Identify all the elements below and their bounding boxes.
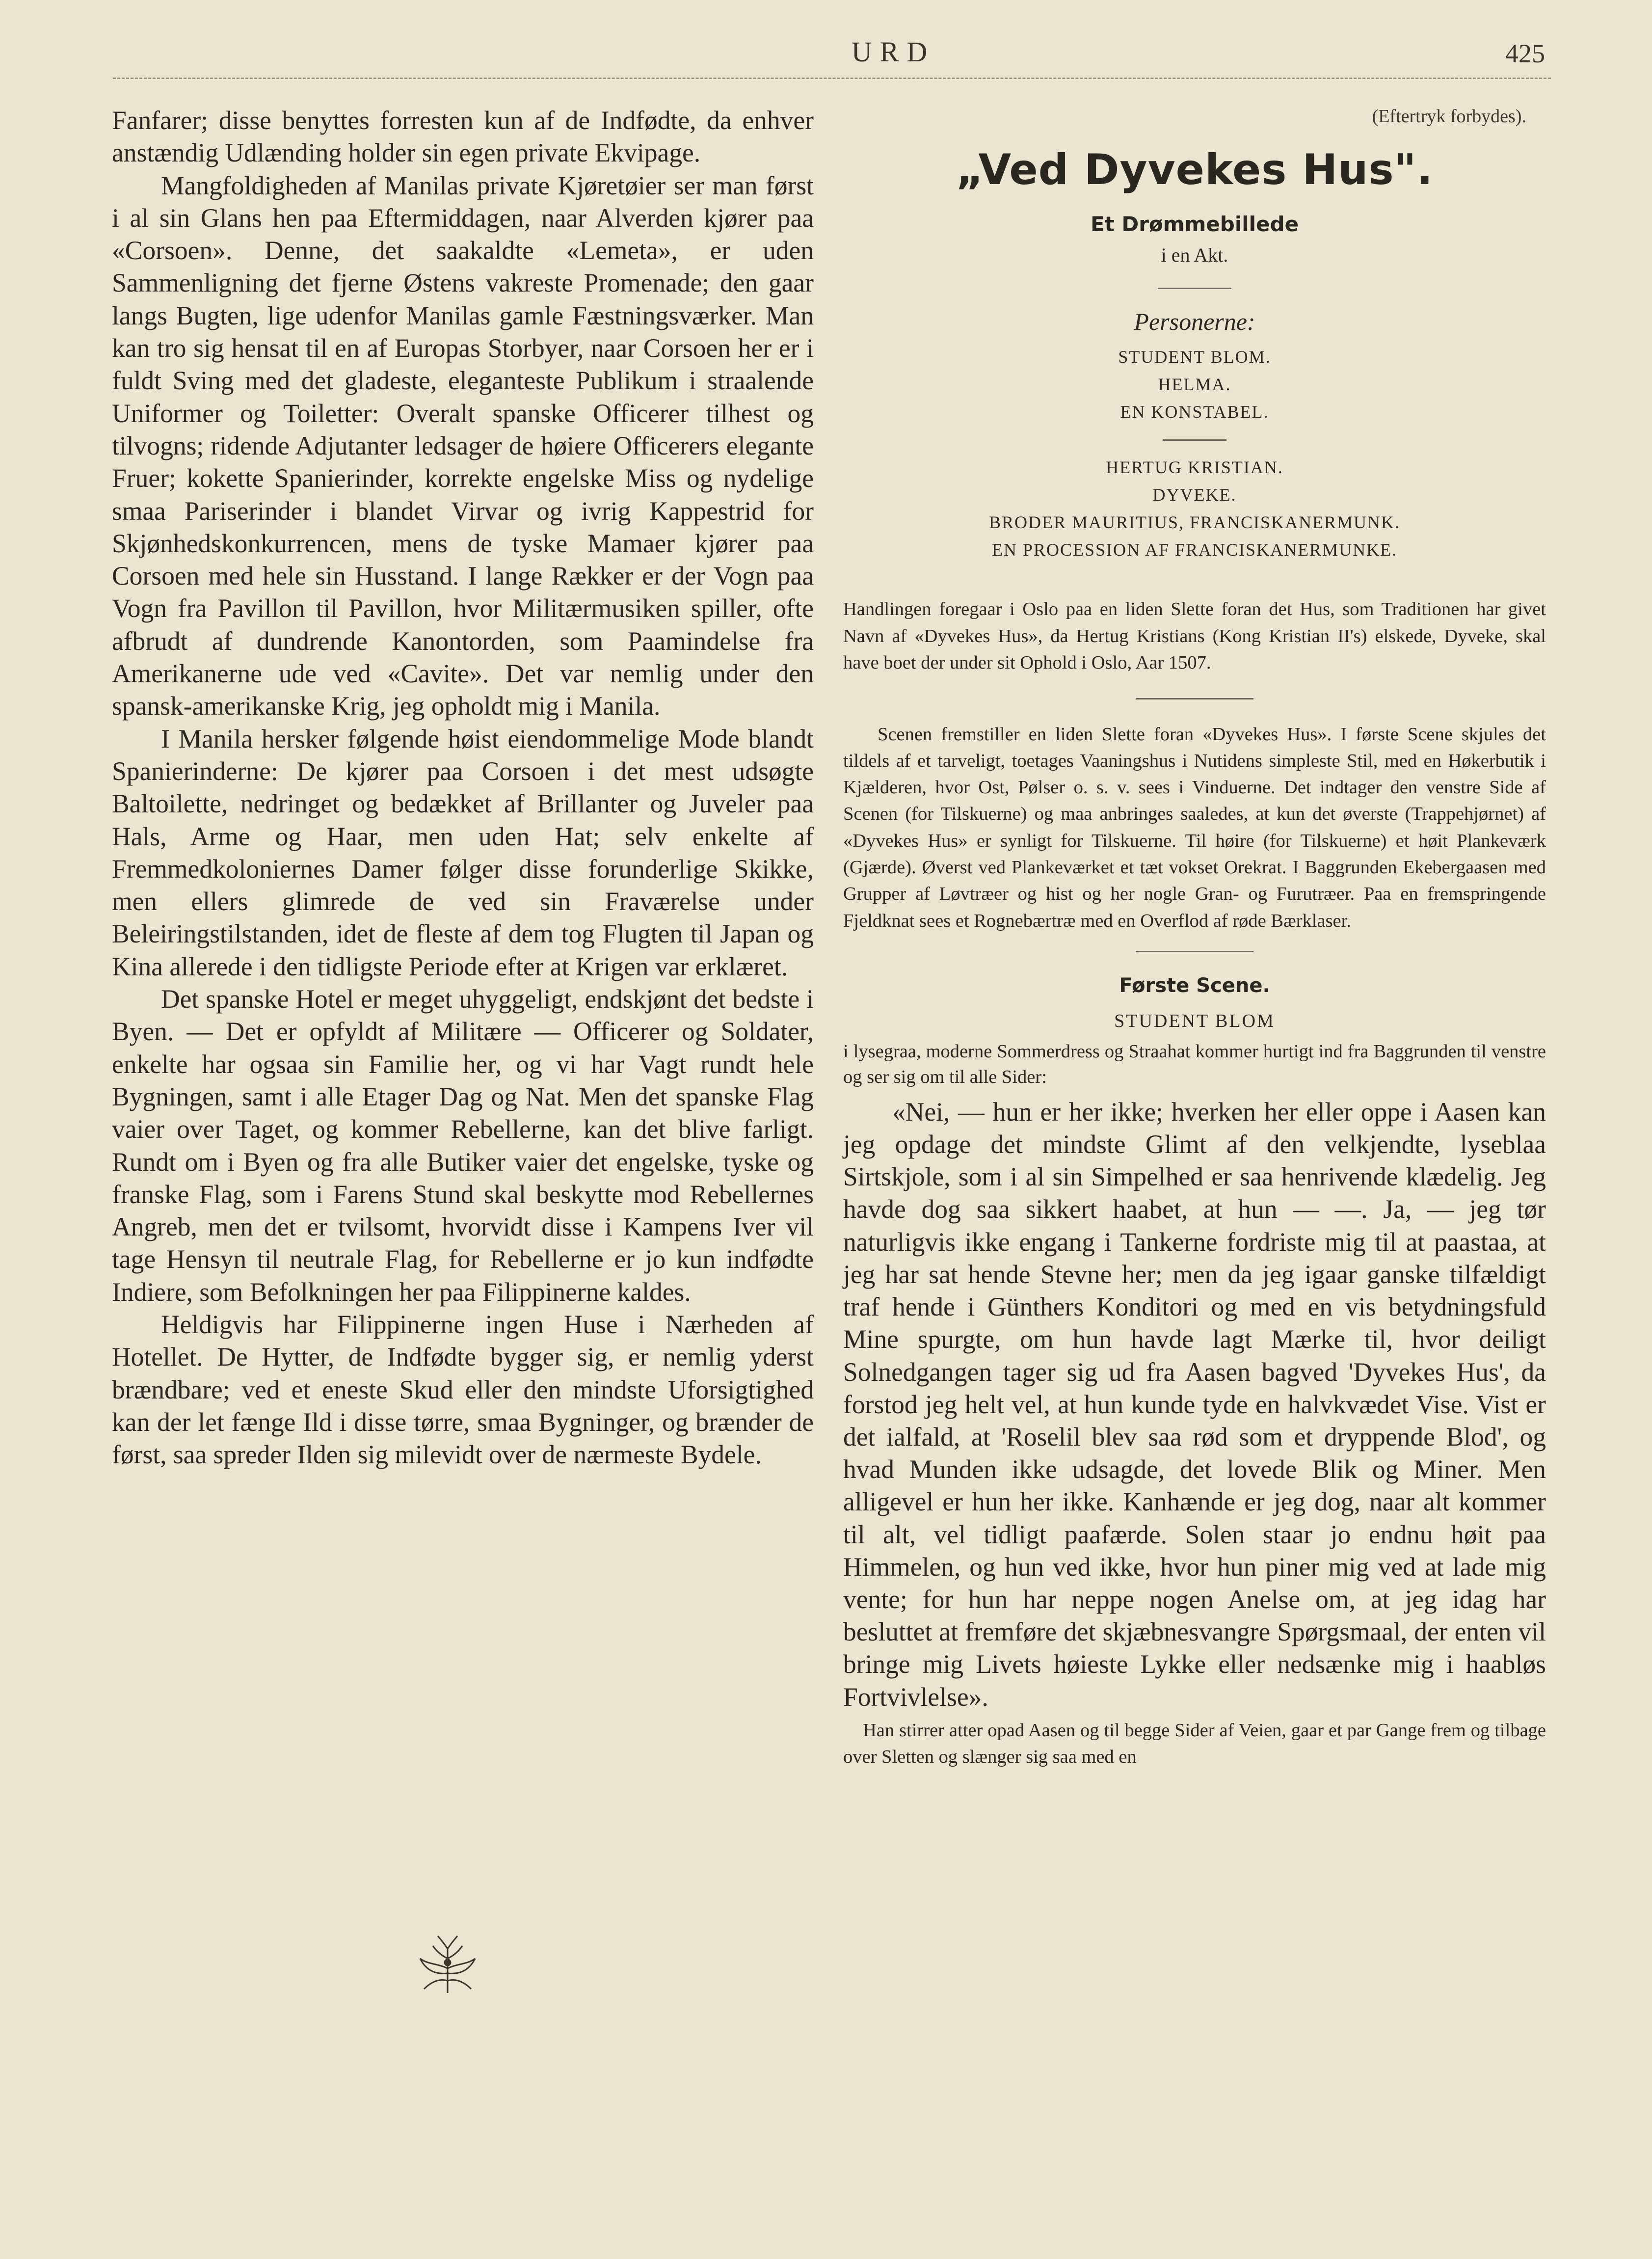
scene-heading: Første Scene. bbox=[1119, 974, 1270, 997]
running-title: URD bbox=[851, 36, 935, 68]
floral-ornament-icon bbox=[413, 1934, 482, 1998]
persona: EN PROCESSION AF FRANCISKANERMUNKE. bbox=[991, 540, 1398, 560]
paragraph: Heldigvis har Filippinerne ingen Huse i Nærheden af Hotellet. De Hytter, de Indfødte bygger sig, er nemlig yderst brændbare; ved et eneste Skud eller den mindste Uforsigtighed kan der let fænge Ild i disse tørre, smaa Bygninger, og brænder de først, saa spreder Ilden sig milevidt over de nærmeste Bydele. bbox=[112, 1309, 814, 1470]
play-subtitle-act: i en Akt. bbox=[1161, 244, 1228, 266]
page-header bbox=[98, 29, 1551, 83]
section-rule bbox=[1136, 698, 1253, 699]
persona: DYVEKE. bbox=[1152, 485, 1237, 505]
section-rule bbox=[1158, 288, 1231, 289]
reprint-notice: (Eftertryk forbydes). bbox=[1372, 106, 1526, 127]
persona: EN KONSTABEL. bbox=[1120, 402, 1269, 422]
persona: HERTUG KRISTIAN. bbox=[1106, 457, 1283, 477]
persona: STUDENT BLOM. bbox=[1118, 347, 1271, 367]
page-number: 425 bbox=[1505, 39, 1545, 68]
stage-direction: i lysegraa, moderne Sommerdress og Straahat kommer hurtigt ind fra Baggrunden til venstre og ser sig om til alle Sider: bbox=[843, 1041, 1546, 1087]
play-title: „Ved Dyvekes Hus". bbox=[956, 145, 1434, 194]
left-column bbox=[112, 104, 814, 1471]
section-rule bbox=[1136, 951, 1253, 952]
dialogue-speech: «Nei, — hun er her ikke; hverken her eller oppe i Aasen kan jeg opdage det mindste Glimt af den velkjendte, lyseblaa Sirtskjole, som i al sin Simpelhed er saa henrivende klædelig. Jeg havde dog saa sikkert haabet, at hun — —. Ja, — jeg tør naturligvis ikke engang i Tankerne fordriste mig til at paastaa, at jeg har sat hende Stevne her; men da jeg igaar ganske tilfældigt traf hende i Günthers Konditori og med en vis betydningsfuld Mine spurgte, om hun havde lagt Mærke til, hvor deiligt Solnedgangen tager sig ud fra Aasen bagved 'Dyvekes Hus', da forstod jeg helt vel, at hun kunde tyde en halvkvædet Vise. Vist er det ialfald, at 'Roselil blev saa rød som et dryppende Blod', og hvad Munden ikke udsagde, det lovede Blik og Miner. Men alligevel er hun her ikke. Kanhænde er jeg dog, naar alt kommer til alt, vel tidligt paafærde. Solen staar jo endnu høit paa Himmelen, og hun ved ikke, hvor hun piner mig ved at lade mig vente; for hun har neppe nogen Anelse om, at jeg idag har besluttet at fremføre det skjæbnesvangre Spørgsmaal, der enten vil bringe mig Livets høieste Lykke eller nedsænke mig i haabløs Fortvivlelse». bbox=[843, 1097, 1546, 1712]
right-column bbox=[843, 104, 1546, 1770]
header-rule bbox=[113, 78, 1551, 79]
play-subtitle: Et Drømmebillede bbox=[1090, 212, 1299, 236]
paragraph: Fanfarer; disse benyttes forresten kun af de Indfødte, da enhver anstændig Udlænding holder sin egen private Ekvipage. bbox=[112, 106, 814, 168]
personae-rule bbox=[1163, 439, 1226, 441]
stage-direction: Han stirrer atter opad Aasen og til begge Sider af Veien, gaar et par Gange frem og tilbage over Sletten og slænger sig saa med en bbox=[843, 1720, 1546, 1767]
personae-heading: Personerne: bbox=[1134, 308, 1255, 335]
paragraph: Mangfoldigheden af Manilas private Kjøretøier ser man først i al sin Glans hen paa Eftermiddagen, naar Alverden kjører paa «Corsoen». Denne, det saakaldte «Lemeta», er uden Sammenligning det fjerne Østens vakreste Promenade; den gaar langs Bugten, lige udenfor Manilas gamle Fæstningsværker. Man kan tro sig hensat til en af Europas Storbyer, naar Corsoen her er i fuldt Sving med det gladeste, eleganteste Publikum i straalende Uniformer og Toiletter: Overalt spanske Officerer tilhest og tilvogns; ridende Adjutanter ledsager de høiere Officerers elegante Fruer; kokette Spanierinder, korrekte engelske Miss og nydelige smaa Pariserinder i blandet Virvar og ivrig Kappestrid for Skjønhedskonkurrencen, mens de tyske Mamaer kjører paa Corsoen med hele sin Husstand. I lange Rækker er der Vogn paa Vogn fra Pavillon til Pavillon, hvor Militærmusiken spiller, ofte afbrudt af dundrende Kanontorden, som Paamindelse fra Amerikanerne ude ved «Cavite». Det var nemlig under den spansk-amerikanske Krig, jeg opholdt mig i Manila. bbox=[112, 170, 814, 721]
setting-note: Handlingen foregaar i Oslo paa en liden Slette foran det Hus, som Traditionen har givet Navn af «Dyvekes Hus», da Hertug Kristians (Kong Kristian II's) elskede, Dyveke, skal have boet der under sit Ophold i Oslo, Aar 1507. bbox=[843, 599, 1546, 673]
scenery-description: Scenen fremstiller en liden Slette foran «Dyvekes Hus». I første Scene skjules det tildels af et tarveligt, toetages Vaaningshus i Nutidens simpleste Stil, med en Høkerbutik i Kjælderen, hvor Ost, Pølser o. s. v. sees i Vinduerne. Det indtager den venstre Side af Scenen (for Tilskuerne) og maa anbringes saaledes, at kun det øverste (Trappehjørnet) af «Dyvekes Hus» er synligt for Tilskuerne. Til høire (for Tilskuerne) et høit Plankeværk (Gjærde). Øverst ved Plankeværket et tæt vokset Orekrat. I Baggrunden Ekebergaasen med Grupper af Løvtræer og hist og her nogle Gran- og Furutræer. Paa en fremspringende Fjeldknat sees et Rognebærtræ med en Overflod af røde Bærklaser. bbox=[843, 724, 1546, 931]
persona: BRODER MAURITIUS, FRANCISKANERMUNK. bbox=[988, 512, 1401, 532]
paragraph: Det spanske Hotel er meget uhyggeligt, endskjønt det bedste i Byen. — Det er opfyldt af Militære — Officerer og Soldater, enkelte har ogsaa sin Familie her, og vi har Vagt rundt hele Bygningen, samt i alle Etager Dag og Nat. Men det spanske Flag vaier over Taget, og kommer Rebellerne, kan det blive farligt. Rundt om i Byen og fra alle Butiker vaier det engelske, tyske og franske Flag, som i Farens Stund skal beskytte mod Rebellernes Angreb, men det er tvilsomt, hvorvidt disse i Kampens Iver vil tage Hensyn til neutrale Flag, for Rebellerne er jo kun indfødte Indiere, som Befolkningen her paa Filippinerne kaldes. bbox=[112, 984, 814, 1307]
scene-character: STUDENT BLOM bbox=[1114, 1010, 1275, 1031]
paragraph: I Manila hersker følgende høist eiendommelige Mode blandt Spanierinderne: De kjører paa Corsoen i det mest udsøgte Baltoilette, nedringet og bedækket af Brillanter og Juveler paa Hals, Arme og Haar, men uden Hat; selv enkelte af Fremmedkoloniernes Damer følger disse forunderlige Skikke, men ellers glimrede de ved sin Fraværelse under Beleiringstilstanden, idet de fleste af dem tog Flugten til Japan og Kina allerede i den tidligste Periode efter at Krigen var erklæret. bbox=[112, 724, 814, 981]
persona: HELMA. bbox=[1158, 375, 1231, 394]
personae-list-historic bbox=[843, 454, 1546, 564]
personae-list bbox=[843, 343, 1546, 426]
